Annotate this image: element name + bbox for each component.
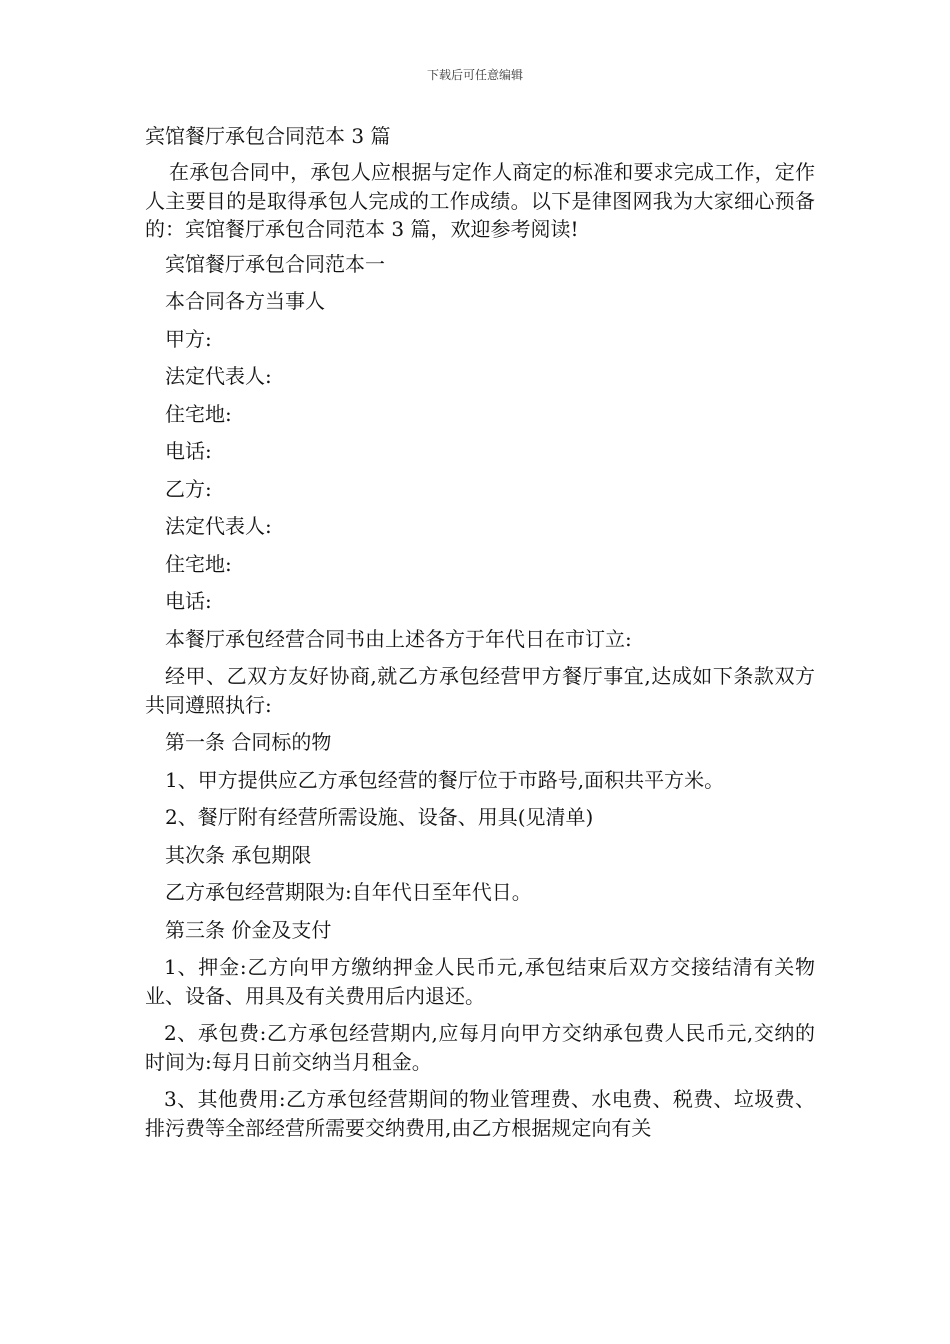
paragraph-article-3-item-2: 2、承包费:乙方承包经营期内,应每月向甲方交纳承包费人民币元,交纳的时间为:每月日前交纳当月租金。 (145, 1021, 815, 1074)
paragraph-agreement: 经甲、乙双方友好协商,就乙方承包经营甲方餐厅事宜,达成如下条款双方共同遵照执行: (145, 664, 815, 717)
paragraph-article-2: 其次条 承包期限 (165, 842, 312, 867)
paragraph-party-a-address: 住宅地: (165, 401, 232, 426)
paragraph-parties: 本合同各方当事人 (165, 289, 325, 313)
paragraph-party-a-phone: 电话: (165, 439, 212, 463)
paragraph-party-b-phone: 电话: (165, 589, 212, 613)
paragraph-article-3-item-3: 3、其他费用:乙方承包经营期间的物业管理费、水电费、税费、垃圾费、排污费等全部经营所需要交纳费用,由乙方根据规定向有关 (145, 1087, 815, 1140)
paragraph-party-a-rep: 法定代表人: (165, 364, 272, 388)
paragraph-article-3: 第三条 价金及支付 (165, 917, 332, 942)
paragraph-article-3-item-1: 1、押金:乙方向甲方缴纳押金人民币元,承包结束后双方交接结清有关物业、设备、用具及有关费用后内退还。 (145, 955, 815, 1008)
paragraph-section-heading: 宾馆餐厅承包合同范本一 (165, 251, 385, 276)
header-note: 下载后可任意编辑 (426, 68, 523, 82)
paragraph-article-1: 第一条 合同标的物 (165, 730, 332, 754)
paragraph-intro: 在承包合同中，承包人应根据与定作人商定的标准和要求完成工作，定作人主要目的是取得承包人完成的工作成绩。以下是律图网我为大家细心预备的：宾馆餐厅承包合同范本 3 篇，欢迎参考阅读! (145, 160, 815, 241)
document-title: 宾馆餐厅承包合同范本 3 篇 (145, 124, 391, 148)
paragraph-article-2-term: 乙方承包经营期限为:自年代日至年代日。 (165, 880, 532, 904)
paragraph-party-b-rep: 法定代表人: (165, 514, 272, 538)
paragraph-article-1-item-1: 1、甲方提供应乙方承包经营的餐厅位于市路号,面积共平方米。 (165, 767, 725, 792)
paragraph-party-b-address: 住宅地: (165, 551, 232, 576)
paragraph-party-b: 乙方: (165, 476, 212, 501)
paragraph-signing: 本餐厅承包经营合同书由上述各方于年代日在市订立: (165, 626, 632, 651)
paragraph-article-1-item-2: 2、餐厅附有经营所需设施、设备、用具(见清单) (165, 805, 594, 829)
paragraph-party-a: 甲方: (165, 326, 212, 351)
document-body (145, 158, 815, 1151)
